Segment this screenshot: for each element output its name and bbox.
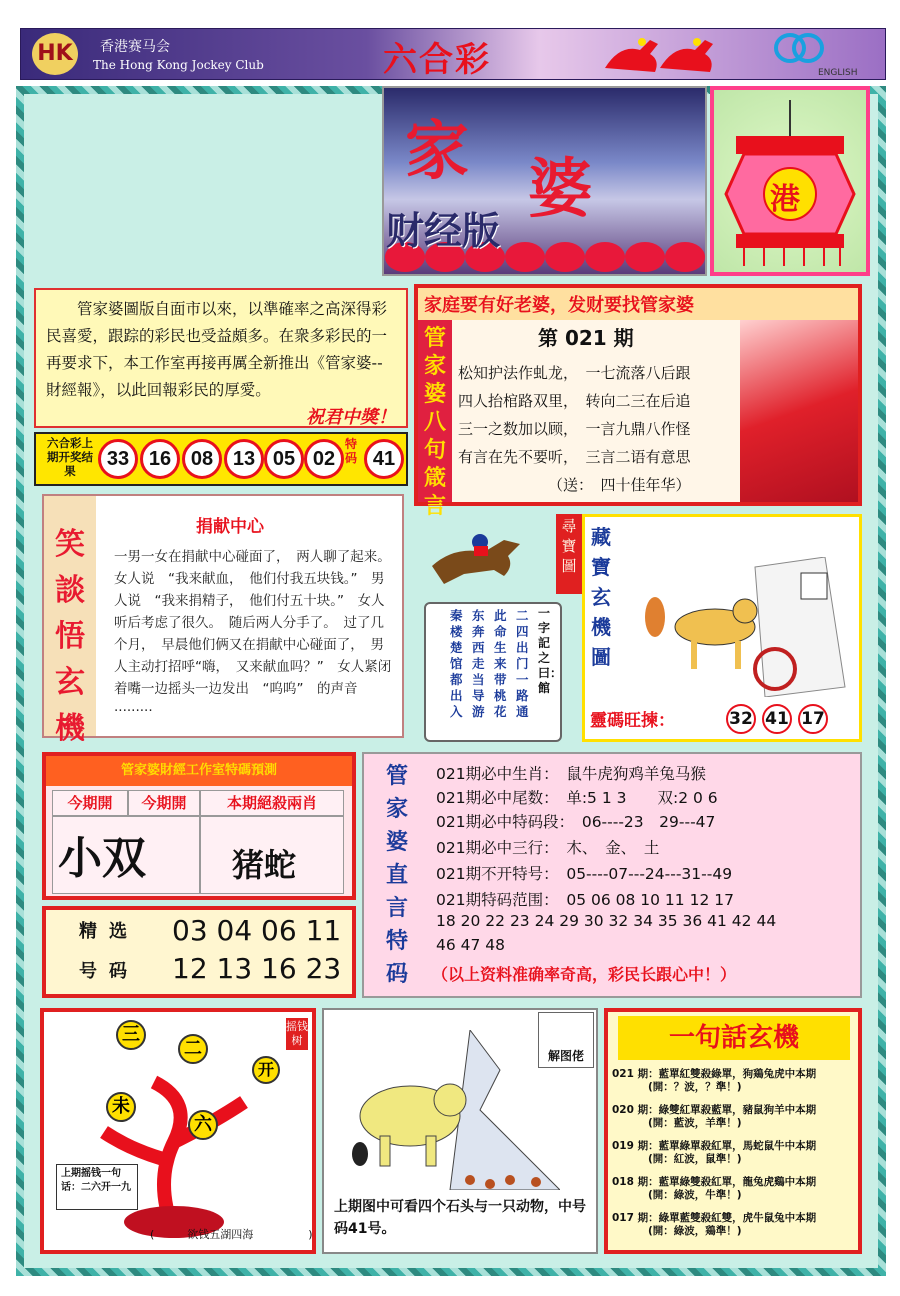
yiju-line: 019 期：藍單綠單殺紅單，馬蛇鼠牛中本期 bbox=[612, 1140, 817, 1152]
money-tree-label: 摇钱树 bbox=[286, 1018, 308, 1050]
tree-fruit: 二 bbox=[178, 1034, 208, 1064]
yiju-item bbox=[612, 1068, 858, 1094]
results-label: 六合彩上期开奖结果 bbox=[47, 436, 93, 478]
intro-text: 管家婆圖版自面市以來，以準確率之高深得彩民喜愛，跟踪的彩民也受益頗多。在衆多彩民的一再要求下，本工作室再接再厲全新推出《管家婆--財經報》，以此回報彩民的厚愛。 bbox=[46, 300, 388, 399]
tree-fruit: 三 bbox=[116, 1020, 146, 1050]
racing-horses-image bbox=[600, 30, 730, 78]
english-link[interactable]: ENGLISH bbox=[818, 68, 858, 78]
issue-number: 第 021 期 bbox=[538, 326, 634, 350]
money-tree-footer: ( 欲钱五湖四海 ) bbox=[150, 1228, 313, 1241]
jietu-label: 解图佬 bbox=[538, 1012, 594, 1068]
zhiyan-line: 18 20 22 23 24 29 30 32 34 35 36 41 42 44 bbox=[436, 912, 777, 930]
yiju-sub: (開：綠波，牛準！) bbox=[648, 1189, 742, 1201]
blessing-text: 祝君中獎！ bbox=[306, 407, 396, 428]
mark-six-title[interactable]: 六合彩 bbox=[383, 40, 491, 80]
jingxuan-row-1: 03 04 06 11 bbox=[172, 914, 342, 947]
baju-side-title: 管家婆八句箴言 bbox=[418, 320, 452, 502]
scroll-column: 秦楼楚馆都出入 bbox=[450, 608, 463, 719]
bear-cliff-image bbox=[340, 1030, 560, 1190]
banner-title-jia: 家 bbox=[405, 114, 469, 189]
scroll-column: 东奔西走当导游 bbox=[472, 608, 485, 719]
jingxuan-row-2: 12 13 16 23 bbox=[172, 952, 342, 985]
result-ball: 33 bbox=[98, 439, 138, 479]
zhiyan-line: 021期必中三行： 木、 金、 土 bbox=[436, 839, 660, 857]
jockey-club-logo[interactable]: HK bbox=[32, 33, 78, 75]
scroll-column: 此命生来带桃花 bbox=[494, 608, 507, 719]
yiju-line: 020 期：綠雙紅單殺藍單，豬鼠狗羊中本期 bbox=[612, 1104, 817, 1116]
zhiyan-footer: （以上资料准确率奇高，彩民长跟心中！） bbox=[432, 965, 737, 984]
scroll-side-text: 一字記之曰：館 bbox=[538, 606, 563, 695]
banner-title-po: 婆 bbox=[528, 152, 592, 227]
yiju-line: 021 期：藍單紅雙殺綠單，狗鶏兔虎中本期 bbox=[612, 1068, 817, 1080]
joke-title: 捐献中心 bbox=[196, 517, 264, 537]
zhiyan-line: 021期必中尾数： 单:5 1 3 双:2 0 6 bbox=[436, 789, 718, 807]
club-name-cn: 香港赛马会 bbox=[100, 39, 170, 55]
poem-line: 松知护法作虬龙， 一七流落八后跟 bbox=[458, 364, 691, 382]
dog-wheel-image bbox=[625, 557, 855, 697]
lantern-box bbox=[710, 86, 870, 276]
english-logo-icon[interactable] bbox=[768, 32, 830, 64]
yiju-sub: (開：藍波，羊準！) bbox=[648, 1117, 742, 1129]
jockey-horse-icon bbox=[424, 526, 532, 590]
baju-header: 家庭要有好老婆，发财要找管家婆 bbox=[418, 288, 858, 320]
zhiyan-line: 021期特码范围： 05 06 08 10 11 12 17 bbox=[436, 891, 734, 909]
lingma-ball: 32 bbox=[726, 704, 756, 734]
yiju-item bbox=[612, 1104, 858, 1130]
lingma-label: 靈碼旺揀： bbox=[590, 711, 675, 731]
lantern-char: 港 bbox=[770, 182, 800, 217]
yiju-item bbox=[612, 1140, 858, 1166]
special-label: 特码 bbox=[345, 437, 358, 465]
yiju-item bbox=[612, 1176, 858, 1202]
predict-col-1: 今期開 bbox=[52, 790, 128, 816]
predict-col-3: 本期絕殺兩肖 bbox=[200, 790, 344, 816]
yiju-sub: (開：綠波，鶏準！) bbox=[648, 1225, 742, 1237]
money-tree-note: 上期摇钱一句话：二六开一九 bbox=[56, 1164, 138, 1210]
result-ball: 13 bbox=[224, 439, 264, 479]
result-ball: 08 bbox=[182, 439, 222, 479]
poem-line: 四人抬棺路双里， 转向二三在后追 bbox=[458, 392, 691, 410]
joke-side-title: 笑談悟玄機 bbox=[44, 496, 96, 736]
zhiyan-line: 021期必中特码段： 06----23 29---47 bbox=[436, 813, 716, 831]
joke-body: 一男一女在捐献中心碰面了， 两人聊了起来。 女人说 “我来献血， 他们付我五块钱。” 男人说 “我来捐精子， 他们付五十块。” 女人听后考虑了很久。 随后两人分手了。 过了几个月， 早晨他们俩又在捐献中心碰面了， 男人主动打招呼“嗨， 又来献血吗？” 女人紧闭着嘴一边摇头一边发出 “呜呜” 的声音········· bbox=[114, 549, 398, 719]
yiju-sub: (開：？波，？準！) bbox=[648, 1081, 742, 1093]
banner-subtitle: 财经版 bbox=[386, 208, 501, 253]
intro-box bbox=[34, 288, 408, 428]
result-ball: 05 bbox=[264, 439, 304, 479]
zhiyan-line: 021期必中生肖： 鼠牛虎狗鸡羊兔马猴 bbox=[436, 765, 706, 783]
zhiyan-side-title: 管家婆直言特码 bbox=[385, 763, 408, 987]
zhiyan-line: 46 47 48 bbox=[436, 936, 506, 954]
tree-fruit: 未 bbox=[106, 1092, 136, 1122]
poem-gift: （送： 四十佳年华） bbox=[548, 476, 691, 494]
jingxuan-label: 精选号码 bbox=[79, 921, 139, 982]
scroll-column: 二四出门一路通 bbox=[516, 608, 529, 719]
bride-image bbox=[740, 320, 858, 502]
predict-big-text: 小双 bbox=[58, 833, 146, 884]
yiju-item bbox=[612, 1212, 858, 1238]
bear-caption: 上期图中可看四个石头与一只动物，中号码41号。 bbox=[334, 1199, 586, 1237]
money-tree-image bbox=[64, 1042, 284, 1242]
club-name-en: The Hong Kong Jockey Club bbox=[93, 58, 264, 72]
result-ball: 02 bbox=[304, 439, 344, 479]
yiju-sub: (開：紅波，鼠準！) bbox=[648, 1153, 742, 1165]
zhiyan-line: 021期不开特号： 05----07---24---31--49 bbox=[436, 865, 733, 883]
predict-col-2: 今期開 bbox=[128, 790, 200, 816]
tree-fruit: 六 bbox=[188, 1110, 218, 1140]
yiju-line: 017 期：綠單藍雙殺紅雙，虎牛鼠兔中本期 bbox=[612, 1212, 817, 1224]
lingma-ball: 41 bbox=[762, 704, 792, 734]
poem-line: 三一之数加以顾， 一言九鼎八作怪 bbox=[458, 420, 691, 438]
special-ball: 41 bbox=[364, 439, 404, 479]
predict-header: 管家婆財經工作室特碼預測 bbox=[46, 756, 352, 786]
predict-kill-text: 猪蛇 bbox=[232, 846, 297, 884]
treasure-side-title: 藏寶玄機圖 bbox=[591, 525, 611, 669]
tree-fruit: 开 bbox=[252, 1056, 280, 1084]
poem-line: 有言在先不要听， 三言二语有意思 bbox=[458, 448, 691, 466]
yiju-title: 一句話玄機 bbox=[618, 1016, 850, 1060]
yiju-line: 018 期：藍單綠雙殺紅單，龍兔虎鷄中本期 bbox=[612, 1176, 817, 1188]
lingma-ball: 17 bbox=[798, 704, 828, 734]
result-ball: 16 bbox=[140, 439, 180, 479]
treasure-label: 尋寶圖 bbox=[556, 514, 582, 594]
